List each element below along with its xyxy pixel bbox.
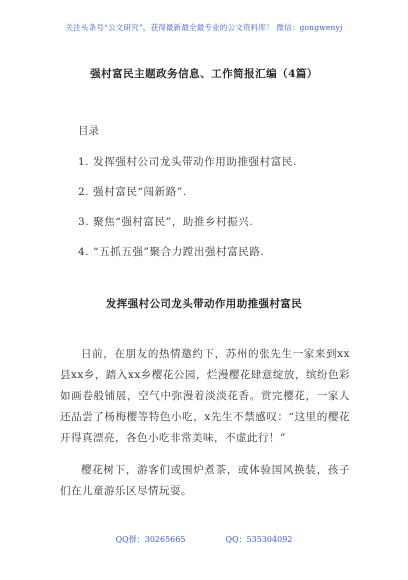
document-title: 强村富民主题政务信息、工作简报汇编（4篇） <box>90 68 318 80</box>
toc-item-4[interactable]: 4. “五抓五强”聚合力蹚出强村富民路. <box>78 246 265 258</box>
toc-item-1[interactable]: 1. 发挥强村公司龙头带动作用助推强村富民. <box>78 156 297 168</box>
body-paragraph-2: 樱花树下，游客们或围炉煮茶，或体验国风换装，孩子们在儿童游乐区尽情玩耍。 <box>60 464 350 497</box>
footer-contact <box>0 534 408 545</box>
toc-label: 目录 <box>78 125 99 137</box>
body-paragraph-1: 日前，在朋友的热情邀约下，苏州的张先生一家来到xx县xx乡，踏入xx乡樱花公园，烂漫樱花肆意绽放，缤纷色彩如画卷般铺展，空气中弥漫着淡淡花香。赏完樱花，一家人还品尝了杨梅樱等特色小吃，x先生不禁感叹：“这里的樱花开得真漂亮，各色小吃非常美味，不虚此行！” <box>60 348 350 444</box>
header-promo-note: 关注头条号“公文研究”，获得最新最全最专业的公文资料库！ 微信：gongwenyj <box>65 23 343 32</box>
toc-item-2[interactable]: 2. 强村富民“闯新路”. <box>78 186 187 198</box>
footer-qq: QQ：535304092 <box>225 535 293 544</box>
toc-item-3[interactable]: 3. 聚焦“强村富民”，助推乡村振兴. <box>78 216 254 228</box>
footer-qq-group: QQ群：30265665 <box>115 535 186 544</box>
section-title: 发挥强村公司龙头带动作用助推强村富民 <box>105 298 303 310</box>
